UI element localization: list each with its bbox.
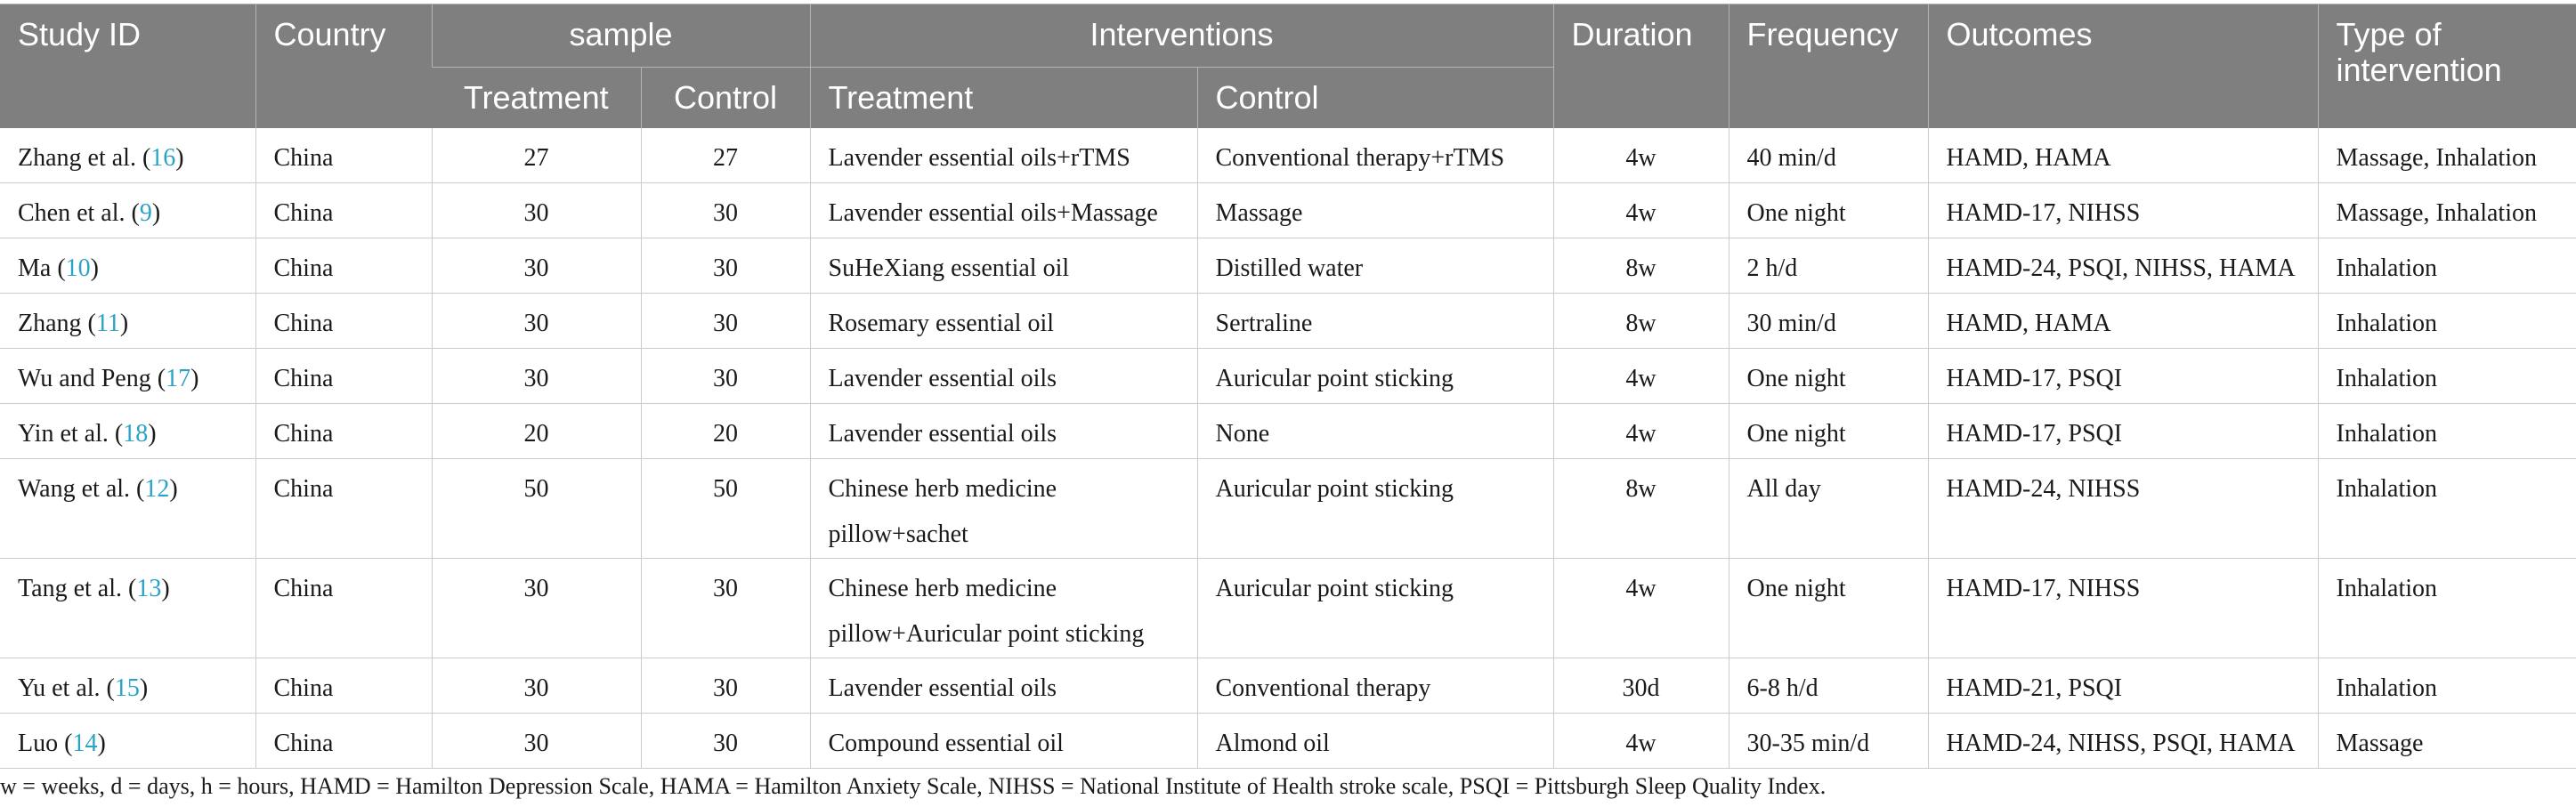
cell-study-id: [0, 559, 255, 658]
cell-outcomes: HAMD-17, PSQI: [1928, 404, 2318, 459]
header-study-id: Study ID: [0, 4, 255, 129]
cell-study-id: [0, 658, 255, 714]
cell-study-id: [0, 349, 255, 404]
header-interventions: Interventions: [810, 4, 1553, 68]
cell-sample-control: 30: [641, 714, 810, 769]
cell-frequency: 30 min/d: [1729, 294, 1928, 349]
cell-duration: 4w: [1553, 183, 1729, 238]
cell-intervention-treatment: Lavender essential oils: [810, 349, 1197, 404]
cell-sample-control: 30: [641, 349, 810, 404]
cell-intervention-control: Sertraline: [1197, 294, 1553, 349]
cell-outcomes: HAMD, HAMA: [1928, 294, 2318, 349]
study-name: Wu and Peng (: [18, 365, 166, 392]
studies-table: [0, 4, 2576, 769]
header-frequency: Frequency: [1729, 4, 1928, 129]
cell-sample-treatment: 30: [432, 559, 641, 658]
cell-type-of-intervention: Massage: [2318, 714, 2576, 769]
table-row: [0, 459, 2576, 559]
cell-intervention-control: Auricular point sticking: [1197, 459, 1553, 559]
reference-close-paren: ): [148, 420, 157, 448]
reference-close-paren: ): [151, 199, 161, 227]
cell-intervention-treatment: Compound essential oil: [810, 714, 1197, 769]
reference-close-paren: ): [190, 365, 199, 392]
cell-intervention-control: Conventional therapy: [1197, 658, 1553, 714]
cell-intervention-control: None: [1197, 404, 1553, 459]
table-row: [0, 559, 2576, 658]
cell-intervention-treatment: Lavender essential oils: [810, 404, 1197, 459]
cell-sample-control: 27: [641, 128, 810, 183]
cell-sample-treatment: 27: [432, 128, 641, 183]
cell-duration: 8w: [1553, 238, 1729, 294]
header-sample-treatment: Treatment: [432, 68, 641, 129]
reference-link[interactable]: 10: [65, 254, 91, 282]
cell-duration: 30d: [1553, 658, 1729, 714]
reference-link[interactable]: 13: [136, 575, 162, 602]
study-name: Wang et al. (: [18, 475, 145, 503]
cell-study-id: [0, 183, 255, 238]
study-name: Zhang et al. (: [18, 144, 151, 172]
table-row: [0, 294, 2576, 349]
cell-intervention-control: Auricular point sticking: [1197, 559, 1553, 658]
cell-frequency: 30-35 min/d: [1729, 714, 1928, 769]
cell-type-of-intervention: Inhalation: [2318, 238, 2576, 294]
cell-outcomes: HAMD-24, NIHSS: [1928, 459, 2318, 559]
reference-close-paren: ): [161, 575, 170, 602]
cell-outcomes: HAMD-17, NIHSS: [1928, 559, 2318, 658]
cell-outcomes: HAMD-24, PSQI, NIHSS, HAMA: [1928, 238, 2318, 294]
reference-close-paren: ): [175, 144, 184, 172]
reference-close-paren: ): [139, 674, 149, 702]
header-duration: Duration: [1553, 4, 1729, 129]
table-row: [0, 183, 2576, 238]
cell-study-id: [0, 714, 255, 769]
header-country: Country: [255, 4, 432, 129]
cell-country: China: [255, 183, 432, 238]
reference-link[interactable]: 9: [139, 199, 152, 227]
cell-intervention-treatment: Lavender essential oils: [810, 658, 1197, 714]
header-outcomes: Outcomes: [1928, 4, 2318, 129]
cell-country: China: [255, 349, 432, 404]
cell-duration: 4w: [1553, 714, 1729, 769]
cell-duration: 8w: [1553, 459, 1729, 559]
table-footnote: w = weeks, d = days, h = hours, HAMD = Hamilton Depression Scale, HAMA = Hamilton Anxiety Scale, NIHSS = National Institute of Health stroke scale, PSQI = Pittsburgh Sleep Quality Index.: [0, 773, 1827, 799]
cell-frequency: One night: [1729, 349, 1928, 404]
reference-link[interactable]: 11: [95, 310, 120, 337]
cell-intervention-control: Distilled water: [1197, 238, 1553, 294]
reference-close-paren: ): [119, 310, 129, 337]
cell-country: China: [255, 714, 432, 769]
study-name: Chen et al. (: [18, 199, 140, 227]
cell-type-of-intervention: Massage, Inhalation: [2318, 128, 2576, 183]
cell-sample-control: 50: [641, 459, 810, 559]
cell-duration: 4w: [1553, 559, 1729, 658]
cell-intervention-treatment: SuHeXiang essential oil: [810, 238, 1197, 294]
cell-type-of-intervention: Massage, Inhalation: [2318, 183, 2576, 238]
cell-type-of-intervention: Inhalation: [2318, 404, 2576, 459]
cell-study-id: [0, 459, 255, 559]
reference-link[interactable]: 17: [166, 365, 191, 392]
reference-close-paren: ): [169, 475, 178, 503]
cell-frequency: One night: [1729, 559, 1928, 658]
header-type-of-intervention: Type of intervention: [2318, 4, 2576, 129]
cell-type-of-intervention: Inhalation: [2318, 349, 2576, 404]
reference-link[interactable]: 18: [123, 420, 149, 448]
cell-type-of-intervention: Inhalation: [2318, 459, 2576, 559]
cell-study-id: [0, 238, 255, 294]
cell-sample-control: 30: [641, 183, 810, 238]
cell-intervention-control: Conventional therapy+rTMS: [1197, 128, 1553, 183]
cell-country: China: [255, 128, 432, 183]
header-sample-control: Control: [641, 68, 810, 129]
cell-study-id: [0, 294, 255, 349]
study-name: Zhang (: [18, 310, 96, 337]
cell-type-of-intervention: Inhalation: [2318, 294, 2576, 349]
reference-link[interactable]: 14: [72, 730, 98, 757]
cell-study-id: [0, 128, 255, 183]
cell-intervention-treatment: Chinese herb medicine pillow+Auricular point sticking: [810, 559, 1197, 658]
cell-sample-control: 30: [641, 294, 810, 349]
cell-type-of-intervention: Inhalation: [2318, 559, 2576, 658]
cell-outcomes: HAMD, HAMA: [1928, 128, 2318, 183]
cell-sample-treatment: 30: [432, 714, 641, 769]
cell-sample-treatment: 30: [432, 658, 641, 714]
cell-frequency: All day: [1729, 459, 1928, 559]
cell-intervention-control: Auricular point sticking: [1197, 349, 1553, 404]
cell-country: China: [255, 658, 432, 714]
cell-study-id: [0, 404, 255, 459]
cell-frequency: 2 h/d: [1729, 238, 1928, 294]
cell-outcomes: HAMD-17, PSQI: [1928, 349, 2318, 404]
cell-frequency: 40 min/d: [1729, 128, 1928, 183]
header-sample: sample: [432, 4, 810, 68]
cell-intervention-control: Massage: [1197, 183, 1553, 238]
cell-outcomes: HAMD-24, NIHSS, PSQI, HAMA: [1928, 714, 2318, 769]
cell-frequency: One night: [1729, 404, 1928, 459]
study-name: Luo (: [18, 730, 73, 757]
cell-country: China: [255, 404, 432, 459]
study-name: Ma (: [18, 254, 66, 282]
cell-intervention-treatment: Chinese herb medicine pillow+sachet: [810, 459, 1197, 559]
cell-intervention-control: Almond oil: [1197, 714, 1553, 769]
cell-duration: 8w: [1553, 294, 1729, 349]
header-interventions-treatment: Treatment: [810, 68, 1197, 129]
cell-country: China: [255, 238, 432, 294]
cell-duration: 4w: [1553, 349, 1729, 404]
cell-outcomes: HAMD-17, NIHSS: [1928, 183, 2318, 238]
reference-close-paren: ): [90, 254, 99, 282]
cell-intervention-treatment: Lavender essential oils+Massage: [810, 183, 1197, 238]
cell-sample-treatment: 30: [432, 183, 641, 238]
cell-type-of-intervention: Inhalation: [2318, 658, 2576, 714]
cell-country: China: [255, 294, 432, 349]
table-row: [0, 404, 2576, 459]
cell-outcomes: HAMD-21, PSQI: [1928, 658, 2318, 714]
cell-sample-treatment: 50: [432, 459, 641, 559]
cell-sample-treatment: 30: [432, 294, 641, 349]
table-row: [0, 658, 2576, 714]
cell-duration: 4w: [1553, 128, 1729, 183]
reference-link[interactable]: 15: [114, 674, 140, 702]
table-row: [0, 238, 2576, 294]
table-row: [0, 714, 2576, 769]
reference-close-paren: ): [97, 730, 106, 757]
table-row: [0, 128, 2576, 183]
header-interventions-control: Control: [1197, 68, 1553, 129]
reference-link[interactable]: 12: [144, 475, 170, 503]
cell-country: China: [255, 559, 432, 658]
study-name: Yin et al. (: [18, 420, 124, 448]
table-row: [0, 349, 2576, 404]
study-name: Tang et al. (: [18, 575, 137, 602]
study-name: Yu et al. (: [18, 674, 115, 702]
cell-sample-treatment: 30: [432, 349, 641, 404]
cell-sample-control: 30: [641, 559, 810, 658]
cell-intervention-treatment: Lavender essential oils+rTMS: [810, 128, 1197, 183]
cell-intervention-treatment: Rosemary essential oil: [810, 294, 1197, 349]
cell-sample-treatment: 20: [432, 404, 641, 459]
reference-link[interactable]: 16: [150, 144, 176, 172]
cell-frequency: One night: [1729, 183, 1928, 238]
cell-duration: 4w: [1553, 404, 1729, 459]
cell-frequency: 6-8 h/d: [1729, 658, 1928, 714]
cell-sample-control: 30: [641, 658, 810, 714]
cell-sample-control: 30: [641, 238, 810, 294]
cell-sample-treatment: 30: [432, 238, 641, 294]
cell-sample-control: 20: [641, 404, 810, 459]
cell-country: China: [255, 459, 432, 559]
